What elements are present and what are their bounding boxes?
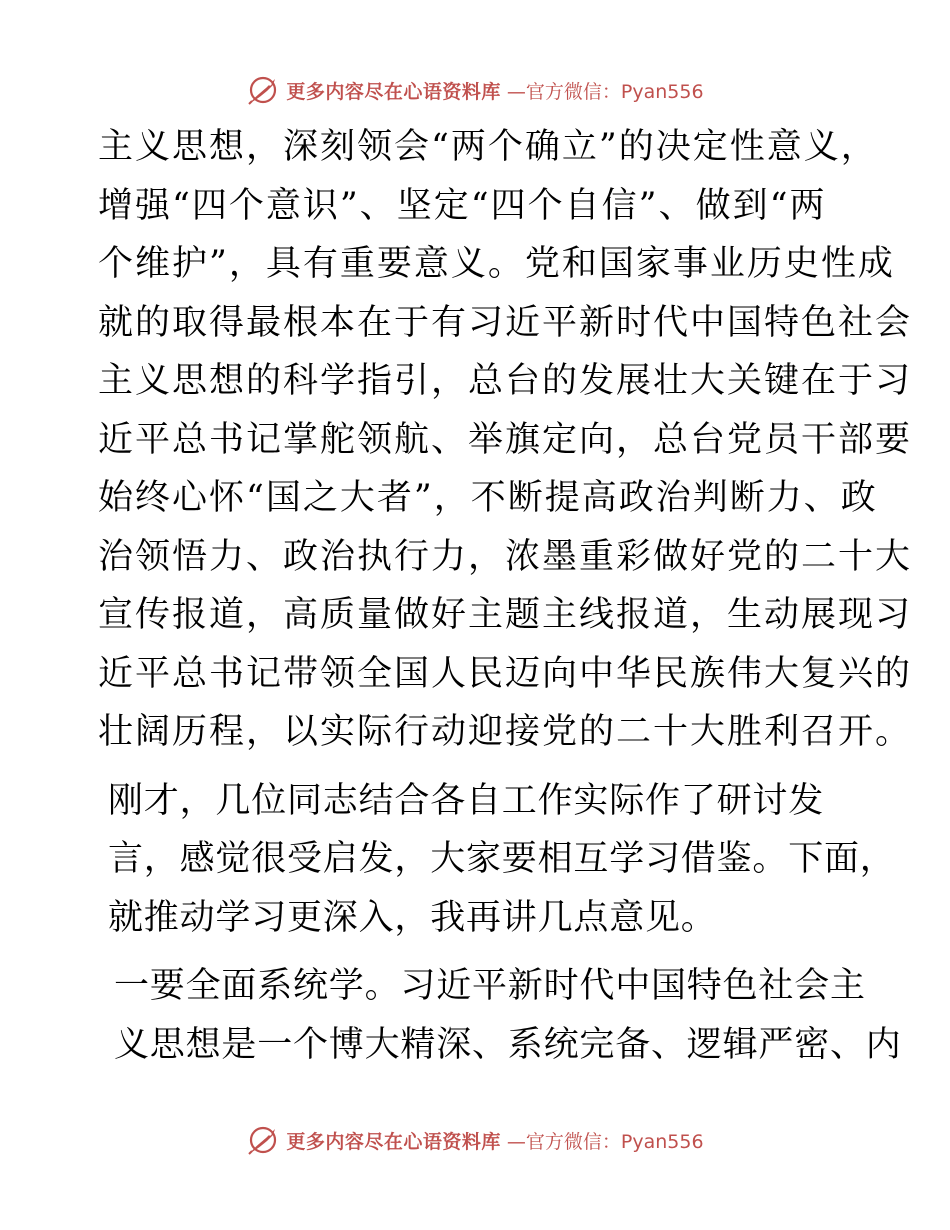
text-line: 就的取得最根本在于有习近平新时代中国特色社会 xyxy=(98,302,913,343)
text-line: 主义思想，深刻领会“两个确立”的决定性意义， xyxy=(98,127,878,167)
document-body xyxy=(98,118,913,1074)
header-brand-text: 更多内容尽在心语资料库 xyxy=(286,80,501,103)
text-line: 近平总书记掌舵领航、举旗定向，总台党员干部要 xyxy=(98,419,913,460)
text-line: 宣传报道，高质量做好主题主线报道，生动展现习 xyxy=(98,595,913,635)
footer-watermark xyxy=(0,1120,950,1160)
text-line: 增强“四个意识”、坚定“四个自信”、做到“两 xyxy=(98,185,827,226)
text-line: 治领悟力、政治执行力，浓墨重彩做好党的二十大 xyxy=(98,536,913,577)
text-line: 言，感觉很受启发，大家要相互学习借鉴。下面， xyxy=(108,839,896,879)
text-line: 义思想是一个博大精深、系统完备、逻辑严密、内 xyxy=(114,1024,902,1065)
pen-nib-logo-icon xyxy=(246,73,280,107)
text-line: 就推动学习更深入，我再讲几点意见。 xyxy=(108,897,717,938)
text-line: 一要全面系统学。习近平新时代中国特色社会主 xyxy=(114,966,866,1006)
text-line: 近平总书记带领全国人民迈向中华民族伟大复兴的 xyxy=(98,653,913,694)
text-line: 始终心怀“国之大者”，不断提高政治判断力、政 xyxy=(98,478,878,518)
footer-wechat-text: —官方微信：Pyan556 xyxy=(506,1130,704,1153)
header-watermark xyxy=(0,70,950,110)
paragraph-3 xyxy=(98,957,902,1074)
footer-brand-text: 更多内容尽在心语资料库 xyxy=(286,1130,501,1153)
text-line: 壮阔历程，以实际行动迎接党的二十大胜利召开。 xyxy=(98,712,913,752)
text-line: 主义思想的科学指引，总台的发展壮大关键在于习 xyxy=(98,361,913,401)
paragraph-1 xyxy=(98,118,913,762)
text-line: 个维护”，具有重要意义。党和国家事业历史性成 xyxy=(98,244,895,284)
header-wechat-text: —官方微信：Pyan556 xyxy=(506,80,704,103)
pen-nib-logo-icon xyxy=(246,1123,280,1157)
paragraph-2 xyxy=(98,772,896,948)
text-line: 刚才，几位同志结合各自工作实际作了研讨发 xyxy=(108,780,825,821)
